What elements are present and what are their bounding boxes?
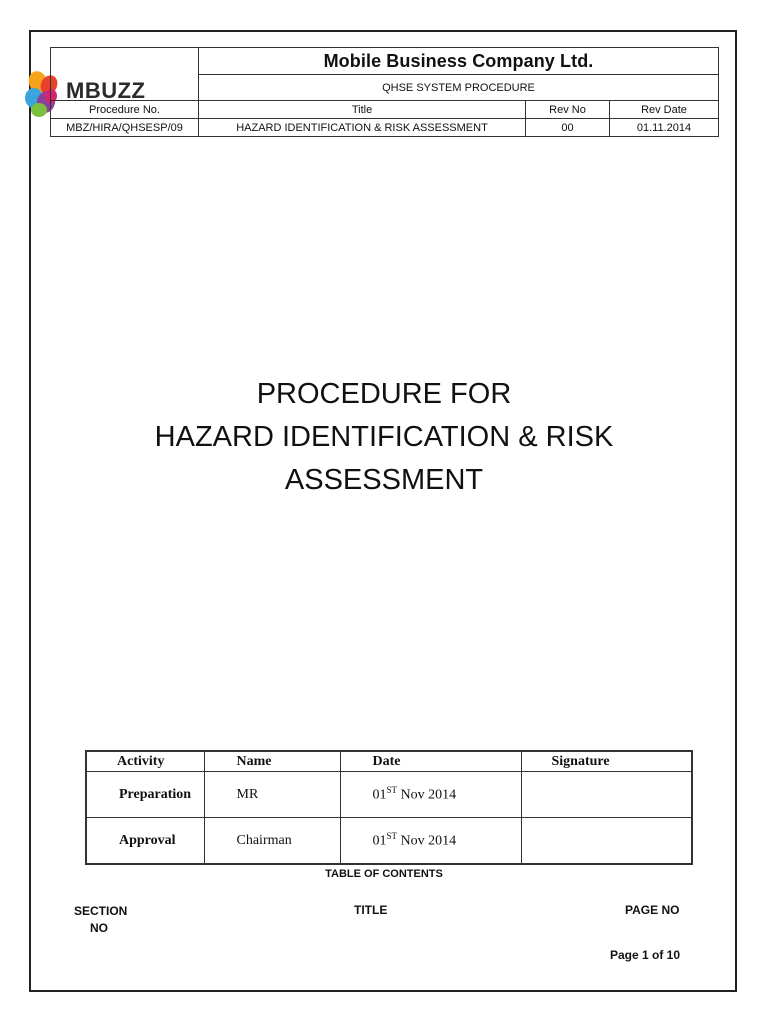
date-cell — [340, 818, 521, 865]
name-cell: Chairman — [204, 818, 340, 865]
rev-date-value: 01.11.2014 — [610, 119, 719, 137]
rev-no-label: Rev No — [526, 101, 610, 119]
procedure-no-value: MBZ/HIRA/QHSESP/09 — [51, 119, 199, 137]
title-value: HAZARD IDENTIFICATION & RISK ASSESSMENT — [199, 119, 526, 137]
toc-section-label: SECTION — [74, 904, 128, 918]
date-suffix: ST — [386, 831, 398, 842]
toc-title-column-header: TITLE — [354, 903, 388, 917]
title-line-3: ASSESSMENT — [284, 464, 484, 496]
logo-cell — [51, 48, 199, 101]
logo-text: MBUZZ — [66, 78, 146, 103]
activity-cell: Preparation — [86, 772, 204, 818]
signature-header: Signature — [521, 751, 692, 772]
signature-cell — [521, 818, 692, 865]
document-header-table — [50, 47, 719, 137]
approval-table — [85, 750, 693, 865]
activity-header: Activity — [86, 751, 204, 772]
system-procedure-label: QHSE SYSTEM PROCEDURE — [199, 75, 719, 101]
table-row — [86, 772, 692, 818]
title-label: Title — [199, 101, 526, 119]
toc-section-column-header — [74, 903, 127, 937]
toc-no-label: NO — [90, 921, 108, 935]
rev-no-value: 00 — [526, 119, 610, 137]
approval-table-header — [86, 751, 692, 772]
date-day: 01 — [372, 787, 387, 803]
date-rest: Nov 2014 — [397, 833, 457, 849]
name-header: Name — [204, 751, 340, 772]
document-title — [60, 373, 708, 502]
title-line-2: HAZARD IDENTIFICATION & RISK — [154, 421, 614, 453]
table-row — [86, 818, 692, 865]
signature-cell — [521, 772, 692, 818]
procedure-no-label: Procedure No. — [51, 101, 199, 119]
date-rest: Nov 2014 — [397, 787, 457, 803]
toc-title: TABLE OF CONTENTS — [325, 868, 443, 880]
company-name: Mobile Business Company Ltd. — [199, 48, 719, 75]
date-suffix: ST — [386, 785, 398, 796]
page-number: Page 1 of 10 — [610, 948, 681, 962]
name-cell: MR — [204, 772, 340, 818]
date-cell — [340, 772, 521, 818]
rev-date-label: Rev Date — [610, 101, 719, 119]
title-line-1: PROCEDURE FOR — [256, 378, 512, 410]
date-header: Date — [340, 751, 521, 772]
toc-page-column-header: PAGE NO — [625, 903, 680, 917]
date-day: 01 — [372, 833, 387, 849]
activity-cell: Approval — [86, 818, 204, 865]
